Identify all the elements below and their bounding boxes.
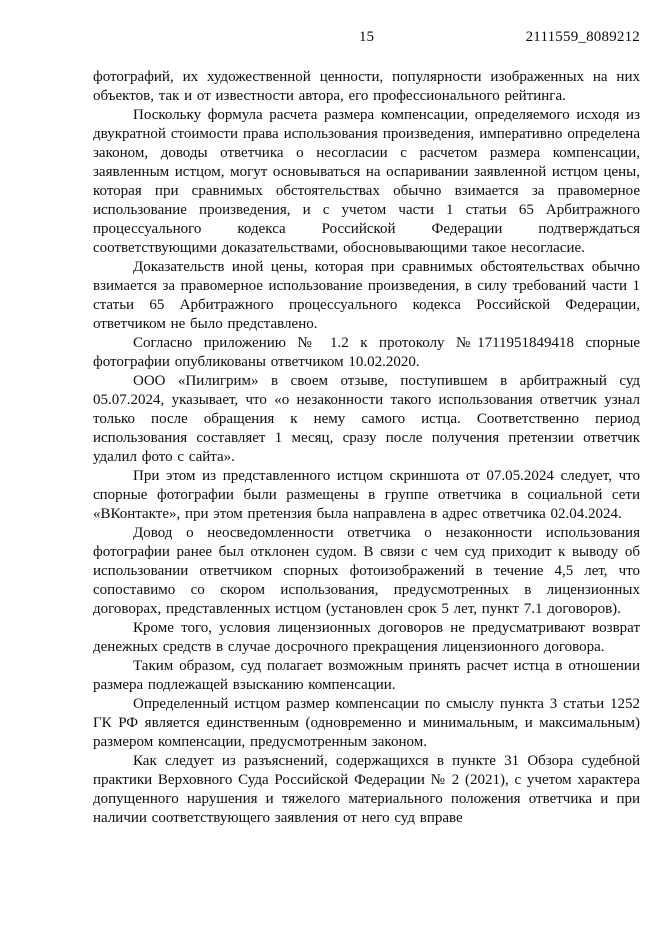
- paragraph-1: фотографий, их художественной ценности, популярности изображенных на них объектов, так и от известности автора, его профессионального рейтинга.: [93, 69, 640, 104]
- paragraph-11: Как следует из разъяснений, содержащихся в пункте 31 Обзора судебной практики Верховного Суда Российской Федерации № 2 (2021), с учетом характера допущенного нарушения и тяжелого материального положения ответчика и при наличии соответствующего заявления от него суд вправе: [93, 753, 640, 826]
- paragraph-7: Довод о неосведомленности ответчика о незаконности использования фотографии ранее был отклонен судом. В связи с чем суд приходит к выводу об использовании ответчиком спорных фотоизображений в течение 4,5 лет, что сопоставимо со скором использования, предусмотренных в лицензионных договорах, представленных истцом (установлен срок 5 лет, пункт 7.1 договоров).: [93, 525, 640, 617]
- paragraph-8: Кроме того, условия лицензионных договоров не предусматривают возврат денежных средств в случае досрочного прекращения лицензионного договора.: [93, 620, 640, 655]
- paragraph-6: При этом из представленного истцом скриншота от 07.05.2024 следует, что спорные фотографии были размещены в группе ответчика в социальной сети «ВКонтакте», при этом претензия была направлена в адрес ответчика 02.04.2024.: [93, 468, 640, 522]
- paragraph-4: Согласно приложению № 1.2 к протоколу №1711951849418 спорные фотографии опубликованы ответчиком 10.02.2020.: [93, 335, 640, 370]
- paragraph-3: Доказательств иной цены, которая при сравнимых обстоятельствах обычно взимается за правомерное использование произведения, в силу требований части 1 статьи 65 Арбитражного процессуального кодекса Российской Федерации, ответчиком не было представлено.: [93, 259, 640, 332]
- paragraph-5: ООО «Пилигрим» в своем отзыве, поступившем в арбитражный суд 05.07.2024, указывает, что «о незаконности такого использования ответчик узнал только после обращения к нему самого истца. Соответственно период использования составляет 1 месяц, сразу после получения претензии ответчик удалил фото с сайта».: [93, 373, 640, 465]
- paragraph-9: Таким образом, суд полагает возможным принять расчет истца в отношении размера подлежащей взысканию компенсации.: [93, 658, 640, 693]
- paragraph-10: Определенный истцом размер компенсации по смыслу пункта 3 статьи 1252 ГК РФ является единственным (одновременно и минимальным, и максимальным) размером компенсации, предусмотренным законом.: [93, 696, 640, 750]
- paragraph-2: Поскольку формула расчета размера компенсации, определяемого исходя из двукратной стоимости права использования произведения, императивно определена законом, доводы ответчика о несогласии с расчетом размера компенсации, заявленным истцом, могут основываться на оспаривании заявленной истцом цены, которая при сравнимых обстоятельствах обычно взимается за правомерное использование произведения, и с учетом части 1 статьи 65 Арбитражного процессуального кодекса Российской Федерации подтверждаться соответствующими доказательствами, обосновывающими такое несогласие.: [93, 107, 640, 256]
- page-number: 15: [359, 29, 374, 45]
- document-number: 2111559_8089212: [525, 29, 640, 45]
- document-body: [93, 68, 640, 828]
- page-header: [93, 28, 640, 47]
